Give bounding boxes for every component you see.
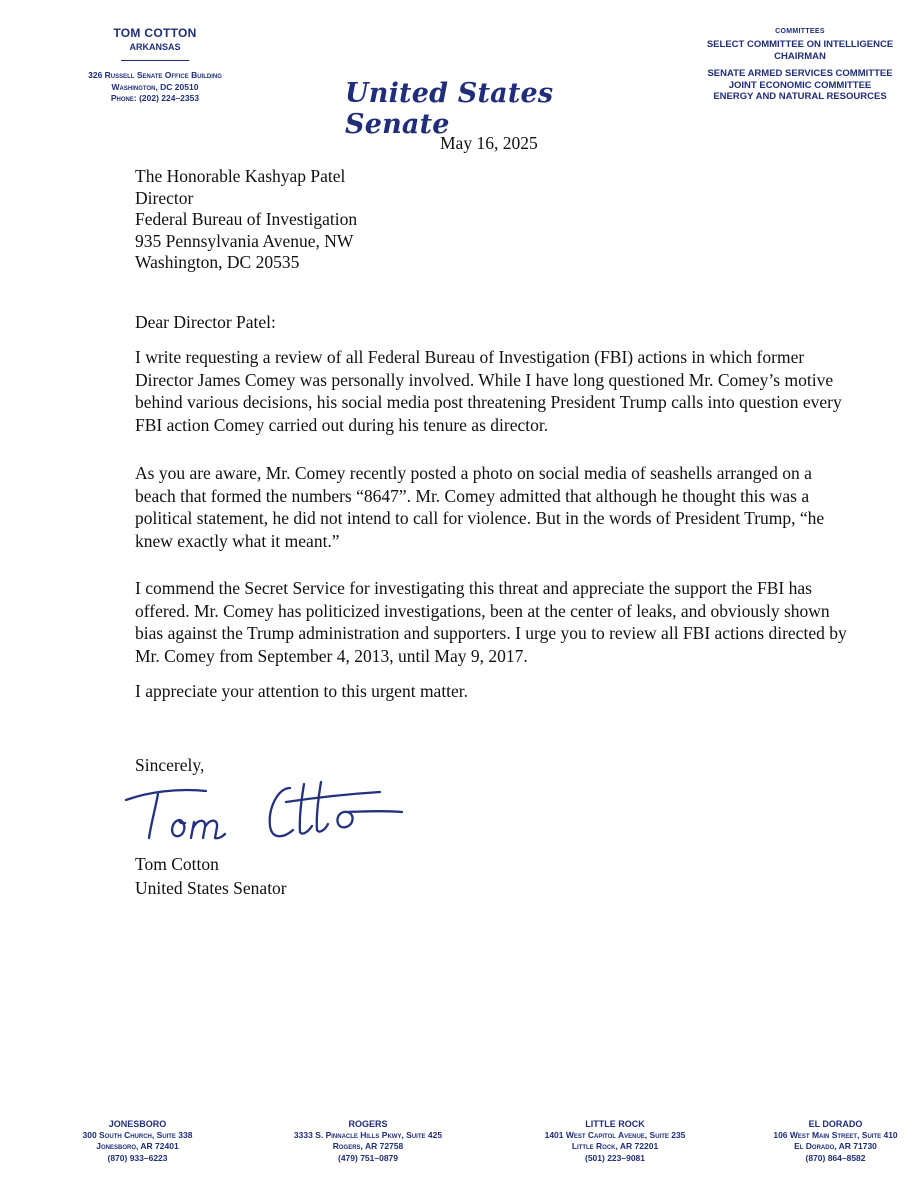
committees-heading: COMMITTEES — [775, 28, 825, 35]
letterhead-divider — [121, 60, 189, 61]
footer-office-jonesboro — [50, 1119, 225, 1164]
recipient-address — [135, 166, 357, 274]
signer-title: United States Senator — [135, 878, 287, 898]
footer-office-line: 1401 West Capitol Avenue, Suite 235 — [544, 1129, 686, 1140]
footer-office-phone: (870) 933–6223 — [107, 1152, 168, 1163]
body-paragraph: I write requesting a review of all Federal Bureau of Investigation (FBI) actions in which former Director James Comey was personally involved. While I have long questioned Mr. Comey’s motive behind various decisions, his social media post threatening President Trump calls into question every FBI action Comey carried out during his tenure as director. — [135, 347, 842, 435]
footer-office-line: El Dorado, AR 71730 — [794, 1141, 877, 1151]
footer-office-city: JONESBORO — [108, 1119, 167, 1129]
recipient-line: The Honorable Kashyap Patel — [135, 166, 346, 186]
footer-office-line: Rogers, AR 72758 — [332, 1141, 404, 1151]
committee-role: CHAIRMAN — [774, 50, 826, 62]
committee-item: SELECT COMMITTEE ON INTELLIGENCE — [706, 39, 894, 50]
committee-item: SENATE ARMED SERVICES COMMITTEE — [707, 68, 893, 79]
senator-state: ARKANSAS — [129, 42, 181, 52]
recipient-line: 935 Pennsylvania Avenue, NW — [135, 230, 354, 251]
signer-name: Tom Cotton — [135, 854, 219, 874]
signer-block — [135, 852, 287, 900]
footer-office-city: LITTLE ROCK — [585, 1119, 645, 1129]
letter-date: May 16, 2025 — [440, 133, 538, 153]
footer-office-line: 300 South Church, Suite 338 — [82, 1129, 193, 1140]
footer-office-little-rock — [510, 1119, 720, 1164]
senator-letterhead-block — [55, 26, 255, 105]
institution-title: United States Senate — [345, 78, 554, 140]
office-address-line: Phone: (202) 224–2353 — [110, 93, 200, 103]
footer-office-phone: (479) 751–0879 — [337, 1152, 399, 1163]
salutation: Dear Director Patel: — [135, 312, 276, 332]
office-address-line: Washington, DC 20510 — [111, 81, 199, 92]
footer-office-el-dorado — [748, 1119, 914, 1164]
committee-item: JOINT ECONOMIC COMMITTEE — [728, 79, 872, 91]
senator-name: TOM COTTON — [113, 26, 197, 40]
footer-office-line: Jonesboro, AR 72401 — [96, 1141, 179, 1151]
committee-item: ENERGY AND NATURAL RESOURCES — [713, 91, 887, 102]
recipient-line: Washington, DC 20535 — [135, 252, 300, 272]
footer-office-line: 3333 S. Pinnacle Hills Pkwy, Suite 425 — [293, 1129, 443, 1140]
footer-office-line: 106 West Main Street, Suite 410 — [773, 1129, 898, 1140]
body-paragraph: I commend the Secret Service for investigating this threat and appreciate the support the FBI has offered. Mr. Comey has politicized investigations, been at the center of leaks, and obviously shown bias against the Trump administration and supporters. I urge you to review all FBI actions directed by Mr. Comey from September 4, 2013, until May 9, 2017. — [135, 578, 847, 666]
office-address-line: 326 Russell Senate Office Building — [88, 70, 222, 80]
footer-office-line: Little Rock, AR 72201 — [571, 1141, 659, 1151]
handwritten-signature — [118, 772, 418, 852]
footer-office-phone: (501) 223–9081 — [584, 1152, 646, 1163]
footer-office-rogers — [263, 1119, 473, 1164]
recipient-line: Director — [135, 187, 194, 208]
footer-office-phone: (870) 864–8582 — [805, 1152, 866, 1163]
body-paragraph: As you are aware, Mr. Comey recently posted a photo on social media of seashells arranged on a beach that formed the numbers “8647”. Mr. Comey admitted that although he thought this was a political statement, he did not intend to call for violence. But in the words of President Trump, “he knew exactly what it meant.” — [135, 463, 825, 551]
footer-office-city: ROGERS — [348, 1119, 388, 1129]
closing: Sincerely, — [135, 755, 205, 775]
recipient-line: Federal Bureau of Investigation — [135, 209, 358, 229]
body-paragraph: I appreciate your attention to this urgent matter. — [135, 681, 469, 701]
committees-block — [690, 28, 910, 103]
footer-office-city: EL DORADO — [808, 1119, 863, 1129]
